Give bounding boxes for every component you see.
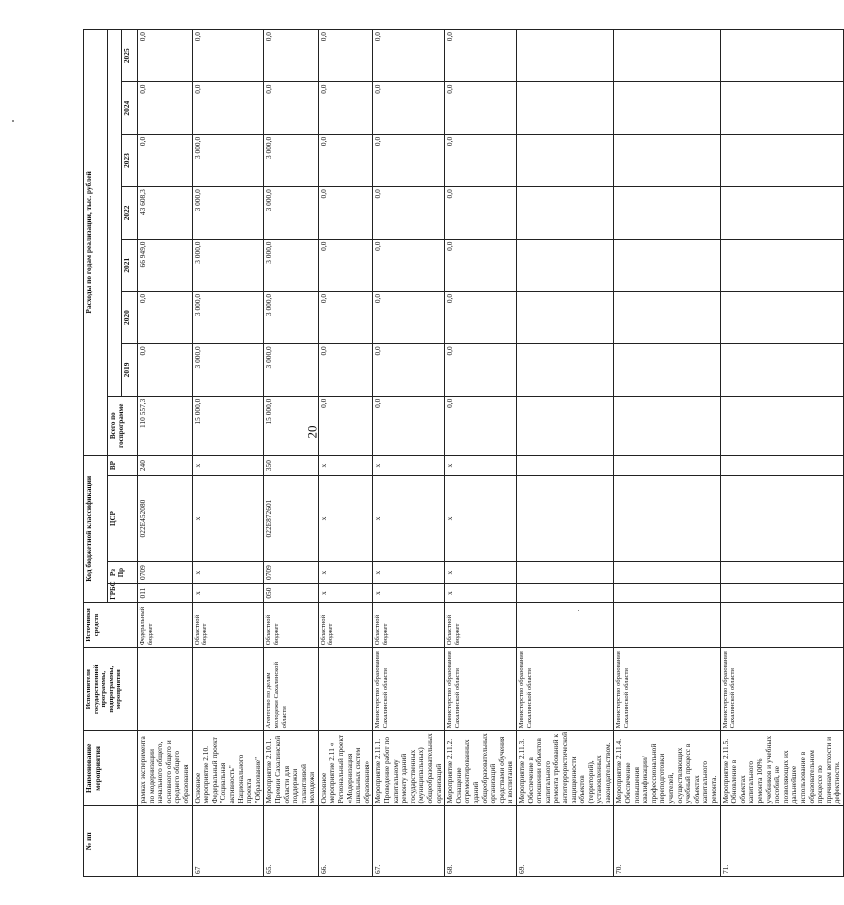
header-csr: ЦСР bbox=[108, 476, 138, 561]
executor: Министерство образования Сахалинской области bbox=[614, 648, 720, 731]
table-row bbox=[614, 30, 720, 877]
year-value bbox=[614, 187, 720, 239]
year-value: 0,0 bbox=[318, 344, 373, 396]
header-year: 2023 bbox=[122, 134, 138, 186]
year-value bbox=[516, 187, 614, 239]
year-value: 0,0 bbox=[373, 291, 445, 343]
funding-source bbox=[516, 602, 614, 648]
header-year: 2024 bbox=[122, 82, 138, 134]
year-value bbox=[614, 134, 720, 186]
total-value: 0,0 bbox=[373, 396, 445, 455]
row-number: 71. bbox=[720, 806, 843, 877]
measure-name: Мероприятие 2.10.1. Премии Сахалинской области для поддержки талантливой молодежи bbox=[264, 731, 319, 806]
csr-code: x bbox=[373, 476, 445, 561]
csr-code bbox=[720, 476, 843, 561]
funding-source: Областной бюджет bbox=[192, 602, 264, 648]
header-year: 2025 bbox=[122, 30, 138, 82]
total-value bbox=[614, 396, 720, 455]
rzpr-code bbox=[516, 561, 614, 584]
row-number: 67. bbox=[373, 806, 445, 877]
year-value: 0,0 bbox=[318, 187, 373, 239]
year-value bbox=[720, 134, 843, 186]
year-value: 3 000,0 bbox=[192, 344, 264, 396]
funding-source bbox=[720, 602, 843, 648]
vr-code: x bbox=[192, 455, 264, 476]
funding-source: Федеральный бюджет bbox=[138, 602, 193, 648]
year-value: 0,0 bbox=[445, 134, 517, 186]
executor bbox=[192, 648, 264, 731]
rzpr-code bbox=[720, 561, 843, 584]
executor: Агентство по делам молодежи Сахалинской области bbox=[264, 648, 319, 731]
year-value: 0,0 bbox=[318, 134, 373, 186]
table-row bbox=[516, 30, 614, 877]
row-number: 65. bbox=[264, 806, 319, 877]
vr-code: 350 bbox=[264, 455, 319, 476]
executor: Министерство образования Сахалинской области bbox=[373, 648, 445, 731]
grbs-code: x bbox=[192, 584, 264, 602]
year-value: 0,0 bbox=[445, 82, 517, 134]
csr-code: x bbox=[318, 476, 373, 561]
row-number: 70. bbox=[614, 806, 720, 877]
year-value: 0,0 bbox=[138, 134, 193, 186]
csr-code: 022E452080 bbox=[138, 476, 193, 561]
grbs-code bbox=[516, 584, 614, 602]
measure-name: рамках эксперимента по модернизации начального общего, основного общего и среднего общего образования bbox=[138, 731, 193, 806]
year-value: 0,0 bbox=[373, 344, 445, 396]
year-value bbox=[720, 30, 843, 82]
year-value bbox=[720, 344, 843, 396]
measure-name: Мероприятие 2.11.3. Обеспечение в отношении объектов капитального ремонта требований к антитеррористической защищенности объектов (территорий), установленных законодательством. bbox=[516, 731, 614, 806]
rotated-table-container bbox=[83, 29, 842, 877]
row-number: 68. bbox=[445, 806, 517, 877]
measure-name: Мероприятие 2.11.1. Проведение работ по капитальному ремонту зданий государственных (муниципальных) общеобразовательных организаций bbox=[373, 731, 445, 806]
year-value: 0,0 bbox=[192, 82, 264, 134]
year-value: 3 000,0 bbox=[192, 187, 264, 239]
header-year: 2021 bbox=[122, 239, 138, 291]
year-value: 0,0 bbox=[138, 291, 193, 343]
budget-table bbox=[83, 29, 844, 877]
measure-name: Мероприятие 2.11.2. Оснащение отремонтированных зданий общеобразовательных организаций средствами обучения и воспитания bbox=[445, 731, 517, 806]
year-value: 0,0 bbox=[373, 30, 445, 82]
year-value bbox=[720, 82, 843, 134]
vr-code: x bbox=[373, 455, 445, 476]
grbs-code: x bbox=[445, 584, 517, 602]
measure-name: Мероприятие 2.11.5. Обновление в объектах капитального ремонта 100% учебников и учебных пособий, не позволяющих их дальнейшее использование в образовательном процессе по причинам ветхости и дефектности. bbox=[720, 731, 843, 806]
year-value: 0,0 bbox=[373, 82, 445, 134]
funding-source: Областной бюджет bbox=[318, 602, 373, 648]
year-value bbox=[516, 291, 614, 343]
year-value: 0,0 bbox=[373, 239, 445, 291]
vr-code bbox=[516, 455, 614, 476]
table-row bbox=[373, 30, 445, 877]
table-row bbox=[192, 30, 264, 877]
year-value: 0,0 bbox=[264, 30, 319, 82]
total-value: 15 000,0 bbox=[192, 396, 264, 455]
total-value: 0,0 bbox=[445, 396, 517, 455]
year-value bbox=[720, 291, 843, 343]
grbs-code: x bbox=[373, 584, 445, 602]
row-number bbox=[138, 806, 193, 877]
header-source: Источники средств bbox=[84, 602, 138, 648]
year-value: 0,0 bbox=[192, 30, 264, 82]
vr-code bbox=[614, 455, 720, 476]
year-value: 0,0 bbox=[445, 344, 517, 396]
vr-code bbox=[720, 455, 843, 476]
total-value bbox=[720, 396, 843, 455]
grbs-code: x bbox=[318, 584, 373, 602]
table-row bbox=[445, 30, 517, 877]
total-value: 110 557,3 bbox=[138, 396, 193, 455]
year-value: 0,0 bbox=[445, 239, 517, 291]
total-value: 15 000,0 bbox=[264, 396, 319, 455]
year-value: 0,0 bbox=[445, 30, 517, 82]
header-year: 2020 bbox=[122, 291, 138, 343]
year-value: 0,0 bbox=[138, 30, 193, 82]
table-row bbox=[264, 30, 319, 877]
page-number: 20 bbox=[304, 425, 320, 439]
rzpr-code: x bbox=[318, 561, 373, 584]
rzpr-code: 0709 bbox=[138, 561, 193, 584]
header-executor: Исполнители государственной программы, подпрограммы, мероприятия bbox=[84, 648, 138, 731]
year-value: 0,0 bbox=[318, 82, 373, 134]
measure-name: Основное мероприятие 2.11 « Региональный проект «Модернизация школьных систем образования» bbox=[318, 731, 373, 806]
year-value: 0,0 bbox=[138, 82, 193, 134]
year-value: 0,0 bbox=[445, 187, 517, 239]
year-value bbox=[614, 239, 720, 291]
year-value: 0,0 bbox=[373, 187, 445, 239]
table-row bbox=[720, 30, 843, 877]
year-value: 3 000,0 bbox=[192, 291, 264, 343]
year-value: 43 608,3 bbox=[138, 187, 193, 239]
header-year: 2022 bbox=[122, 187, 138, 239]
table-row bbox=[318, 30, 373, 877]
total-value: 0,0 bbox=[318, 396, 373, 455]
rzpr-code: x bbox=[445, 561, 517, 584]
year-value bbox=[614, 30, 720, 82]
table-row bbox=[138, 30, 193, 877]
rzpr-code: 0709 bbox=[264, 561, 319, 584]
table-body bbox=[138, 30, 844, 877]
measure-name: Основное мероприятие 2.10. Федеральный проект "Социальная активность" Национального проекта "Образование" bbox=[192, 731, 264, 806]
header-name: Наименование мероприятия bbox=[84, 731, 138, 806]
funding-source: Областной бюджет bbox=[445, 602, 517, 648]
year-value bbox=[516, 30, 614, 82]
executor bbox=[138, 648, 193, 731]
year-value bbox=[516, 239, 614, 291]
header-total: Всего по госпрограмме bbox=[108, 396, 138, 455]
row-number: 67 bbox=[192, 806, 264, 877]
year-value bbox=[720, 239, 843, 291]
header-expenses: Расходы по годам реализации, тыс. рублей bbox=[84, 30, 108, 456]
vr-code: x bbox=[318, 455, 373, 476]
header-rzpr: Рз Пр bbox=[108, 561, 138, 584]
year-value bbox=[614, 344, 720, 396]
year-value bbox=[614, 291, 720, 343]
executor bbox=[318, 648, 373, 731]
rzpr-code: x bbox=[373, 561, 445, 584]
header-budget-code: Код бюджетной классификации bbox=[84, 455, 108, 602]
year-value: 3 000,0 bbox=[264, 187, 319, 239]
row-number: 66. bbox=[318, 806, 373, 877]
measure-name: Мероприятие 2.11.4. Обеспечение повышения квалификации/профессиональной переподготовки учителей, осуществляющих учебный процесс в объектах капитального ремонта. bbox=[614, 731, 720, 806]
grbs-code bbox=[720, 584, 843, 602]
year-value: 3 000,0 bbox=[192, 134, 264, 186]
scan-speck bbox=[12, 120, 14, 122]
year-value bbox=[516, 344, 614, 396]
executor: Министерство образования Сахалинской области bbox=[720, 648, 843, 731]
vr-code: 240 bbox=[138, 455, 193, 476]
rzpr-code: x bbox=[192, 561, 264, 584]
header-num: № пп bbox=[84, 806, 138, 877]
year-value: 0,0 bbox=[264, 82, 319, 134]
csr-code bbox=[516, 476, 614, 561]
year-value bbox=[516, 134, 614, 186]
csr-code: 022E872601 bbox=[264, 476, 319, 561]
year-value bbox=[720, 187, 843, 239]
funding-source: Областной бюджет bbox=[373, 602, 445, 648]
year-value: 0,0 bbox=[373, 134, 445, 186]
row-number: 69. bbox=[516, 806, 614, 877]
csr-code: x bbox=[445, 476, 517, 561]
grbs-code bbox=[614, 584, 720, 602]
year-value: 3 000,0 bbox=[264, 134, 319, 186]
header-grbs: ГРБС bbox=[108, 584, 138, 602]
year-value bbox=[614, 82, 720, 134]
year-value: 3 000,0 bbox=[264, 291, 319, 343]
funding-source: Областной бюджет bbox=[264, 602, 319, 648]
year-value: 0,0 bbox=[318, 291, 373, 343]
vr-code: x bbox=[445, 455, 517, 476]
funding-source bbox=[614, 602, 720, 648]
header-year: 2019 bbox=[122, 344, 138, 396]
year-value: 3 000,0 bbox=[192, 239, 264, 291]
year-value: 0,0 bbox=[318, 239, 373, 291]
grbs-code: 011 bbox=[138, 584, 193, 602]
csr-code: x bbox=[192, 476, 264, 561]
header-vr: ВР bbox=[108, 455, 138, 476]
executor: Министерство образования Сахалинской области bbox=[445, 648, 517, 731]
year-value: 0,0 bbox=[445, 291, 517, 343]
grbs-code: 050 bbox=[264, 584, 319, 602]
executor: Министерство образования Сахалинской области bbox=[516, 648, 614, 731]
year-value: 0,0 bbox=[318, 30, 373, 82]
year-value: 0,0 bbox=[138, 344, 193, 396]
total-value bbox=[516, 396, 614, 455]
rzpr-code bbox=[614, 561, 720, 584]
year-value bbox=[516, 82, 614, 134]
year-value: 66 949,0 bbox=[138, 239, 193, 291]
year-value: 3 000,0 bbox=[264, 239, 319, 291]
csr-code bbox=[614, 476, 720, 561]
year-value: 3 000,0 bbox=[264, 344, 319, 396]
